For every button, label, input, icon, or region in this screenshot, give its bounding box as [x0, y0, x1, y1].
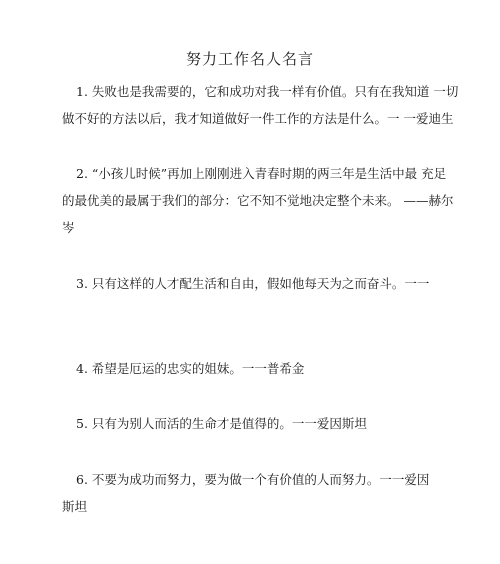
quote-4 — [62, 355, 442, 382]
quote-1-line-2: 做不好的方法以后，我才知道做好一件工作的方法是什么。一 一爱迪生 — [62, 111, 454, 126]
quote-5 — [62, 410, 442, 437]
quote-2-line-1: 2. “小孩儿时候”再加上刚刚进入青春时期的两三年是生活中最 充足 — [76, 166, 447, 181]
quote-6-line-2: 斯坦 — [62, 499, 88, 514]
quote-3-line-1: 3. 只有这样的人才配生活和自由，假如他每天为之而奋斗。一一 — [76, 276, 430, 291]
quote-4-line-1: 4. 希望是厄运的忠实的姐妹。一一普希金 — [76, 361, 305, 376]
quote-2-line-2: 的最优美的最属于我们的部分：它不知不觉地决定整个未来。 ——赫尔 — [62, 193, 454, 208]
quote-1 — [62, 78, 459, 132]
quote-5-line-1: 5. 只有为别人而活的生命才是值得的。一一爱因斯坦 — [76, 416, 367, 431]
quote-3 — [62, 270, 442, 297]
quote-6 — [62, 466, 442, 520]
quote-6-line-1: 6. 不要为成功而努力，要为做一个有价值的人而努力。一一爱因 — [76, 472, 430, 487]
document-title: 努力工作名人名言 — [185, 50, 314, 68]
quote-2 — [62, 160, 454, 241]
quote-1-line-1: 1. 失败也是我需要的，它和成功对我一样有价值。只有在我知道 一切 — [76, 84, 459, 99]
quote-2-line-3: 岑 — [62, 220, 75, 235]
